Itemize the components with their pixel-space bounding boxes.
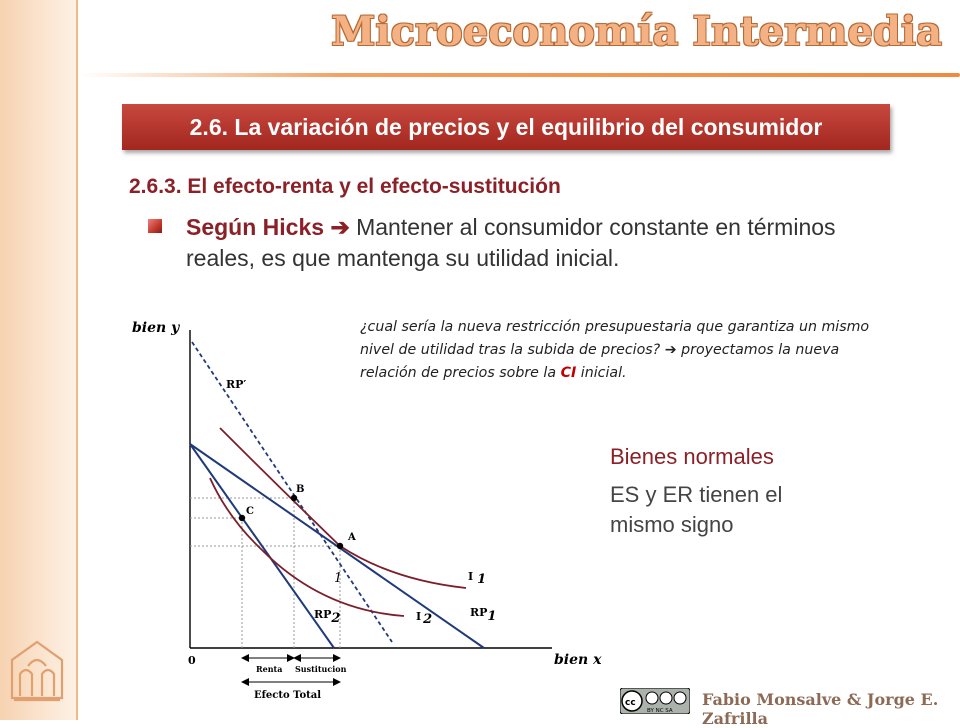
hicks-effect-diagram [112, 310, 612, 710]
question-highlight: CI [560, 365, 577, 381]
bullet-lead: Según Hicks [186, 214, 325, 240]
rp-prime-label: RP′ [226, 378, 247, 391]
note-heading: Bienes normales [610, 444, 774, 469]
question-part-2: proyectamos la nueva relación de precios sobre la [360, 342, 840, 381]
rp1-label-sub: 1 [487, 609, 497, 624]
point-c-label: C [246, 506, 254, 517]
point-a [337, 543, 343, 549]
left-band-border [76, 0, 78, 720]
i1-label-main: I [468, 570, 474, 583]
svg-text:cc: cc [625, 698, 636, 708]
section-title: 2.6. La variación de precios y el equilibrio del consumidor [189, 113, 823, 140]
point-c [239, 515, 245, 521]
renta-label: Renta [256, 664, 283, 674]
i1-label [468, 570, 486, 587]
i2-label-main: I [416, 610, 422, 623]
section-banner [122, 104, 890, 150]
rp2-label-main: RP [314, 608, 332, 621]
bullet-body: Mantener al consumidor constante en términos reales, es que mantenga su utilidad inicial. [186, 214, 836, 271]
origin-label: 0 [188, 654, 196, 667]
sustitucion-label: Sustitucion [295, 664, 347, 674]
note-body: ES y ER tienen el mismo signo [610, 482, 783, 537]
rp2-label [314, 608, 340, 626]
question-part-1: ¿cual sería la nueva restricción presupuestaria que garantiza un mismo nivel de utilidad tras la subida de precios? [360, 319, 870, 358]
budget-line-rp-prime [192, 342, 392, 642]
i2-label-sub: 2 [423, 612, 433, 627]
y-axis-label: bien y [132, 320, 180, 336]
by-icon [646, 692, 658, 704]
rp2-label-sub: 2 [331, 611, 341, 626]
license-text: BY NC SA [647, 708, 673, 714]
efecto-total-label: Efecto Total [254, 690, 322, 701]
point-b-label: B [296, 484, 305, 495]
bullet-text [186, 212, 886, 274]
i2-label [416, 610, 432, 627]
title-underline [80, 73, 960, 77]
i1-label-sub: 1 [477, 572, 487, 587]
university-logo-icon [6, 638, 68, 704]
question-part-3: inicial. [580, 365, 627, 381]
one-label: 1 [334, 571, 343, 586]
rp1-label-main: RP [470, 606, 488, 619]
sa-icon [674, 692, 686, 704]
footer-authors: Fabio Monsalve & Jorge E. Zafrilla [702, 690, 939, 728]
course-title: Microeconomía Intermedia [331, 8, 942, 55]
nc-icon [660, 692, 672, 704]
subsection-title: 2.6.3. El efecto-renta y el efecto-sustitución [129, 175, 561, 198]
x-axis-label: bien x [554, 652, 602, 668]
point-b [291, 495, 297, 501]
rp1-label [470, 606, 496, 624]
bullet-square-icon [148, 219, 162, 233]
point-a-label: A [348, 532, 356, 543]
indifference-curve-i1 [220, 428, 466, 588]
arrow-icon: ➔ [330, 214, 350, 240]
arrow-icon: ➔ [664, 342, 677, 358]
indifference-curve-i2 [210, 478, 404, 616]
left-decorative-band [0, 0, 78, 720]
creative-commons-badge [620, 688, 690, 714]
